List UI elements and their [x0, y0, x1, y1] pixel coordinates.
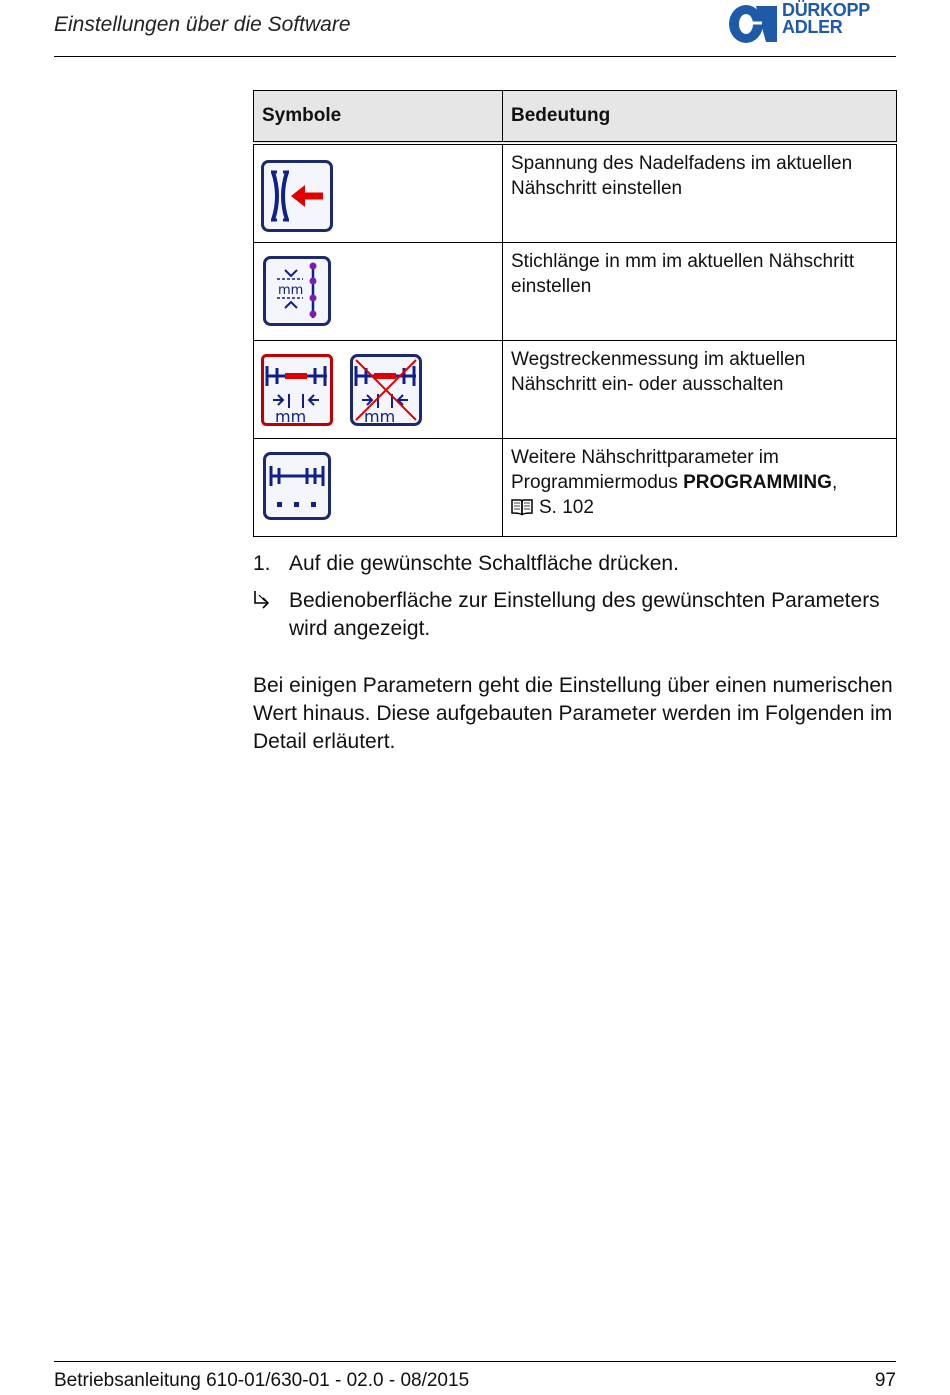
stitch-length-icon[interactable]	[263, 256, 331, 326]
page-reference-link[interactable]: S. 102	[539, 497, 594, 518]
svg-text:mm: mm	[364, 407, 396, 426]
distance-measure-off-icon[interactable]	[350, 354, 422, 426]
brand-logo	[728, 2, 900, 46]
meaning-cell: Weitere Nähschrittparameter im Programmiermodus PROGRAMMING, S. 102	[503, 439, 897, 537]
step-text: Auf die gewünschte Schaltfläche drücken.	[289, 552, 679, 575]
result-arrow-icon	[253, 589, 273, 611]
col-header-symbols: Symbole	[254, 91, 503, 144]
meaning-cell: Wegstreckenmessung im aktuellen Nähschritt ein- oder ausschalten	[503, 341, 897, 439]
thread-tension-icon[interactable]	[261, 160, 333, 232]
body-paragraph: Bei einigen Parametern geht die Einstellung über einen numerischen Wert hinaus. Diese aufgebauten Parameter werden im Folgenden im Detail erläutert.	[253, 674, 893, 753]
result-step	[253, 587, 897, 647]
col-header-meaning: Bedeutung	[503, 91, 897, 144]
footer-document-id: Betriebsanleitung 610-01/630-01 - 02.0 - 08/2015	[54, 1370, 470, 1391]
symbol-table	[253, 90, 897, 537]
meaning-cell: Stichlänge in mm im aktuellen Nähschritt einstellen	[503, 243, 897, 341]
logo-mark-icon	[728, 3, 778, 45]
table-row	[254, 439, 897, 537]
result-text: Bedienoberfläche zur Einstellung des gewünschten Parameters wird angezeigt.	[289, 589, 880, 640]
more-parameters-icon[interactable]	[263, 452, 331, 520]
svg-text:mm: mm	[278, 283, 304, 298]
page-header-title: Einstellungen über die Software	[54, 13, 351, 36]
table-row	[254, 143, 897, 243]
footer-divider	[54, 1361, 896, 1362]
meaning-cell: Spannung des Nadelfadens im aktuellen Nähschritt einstellen	[503, 143, 897, 243]
svg-text:mm: mm	[275, 407, 307, 426]
header-divider	[54, 56, 896, 57]
book-reference-icon	[511, 498, 533, 516]
table-row	[254, 243, 897, 341]
step-number: 1.	[253, 552, 271, 575]
page-number: 97	[874, 1370, 896, 1391]
distance-measure-on-icon[interactable]	[261, 354, 333, 426]
logo-wordmark: DÜRKOPP ADLER	[782, 0, 870, 37]
